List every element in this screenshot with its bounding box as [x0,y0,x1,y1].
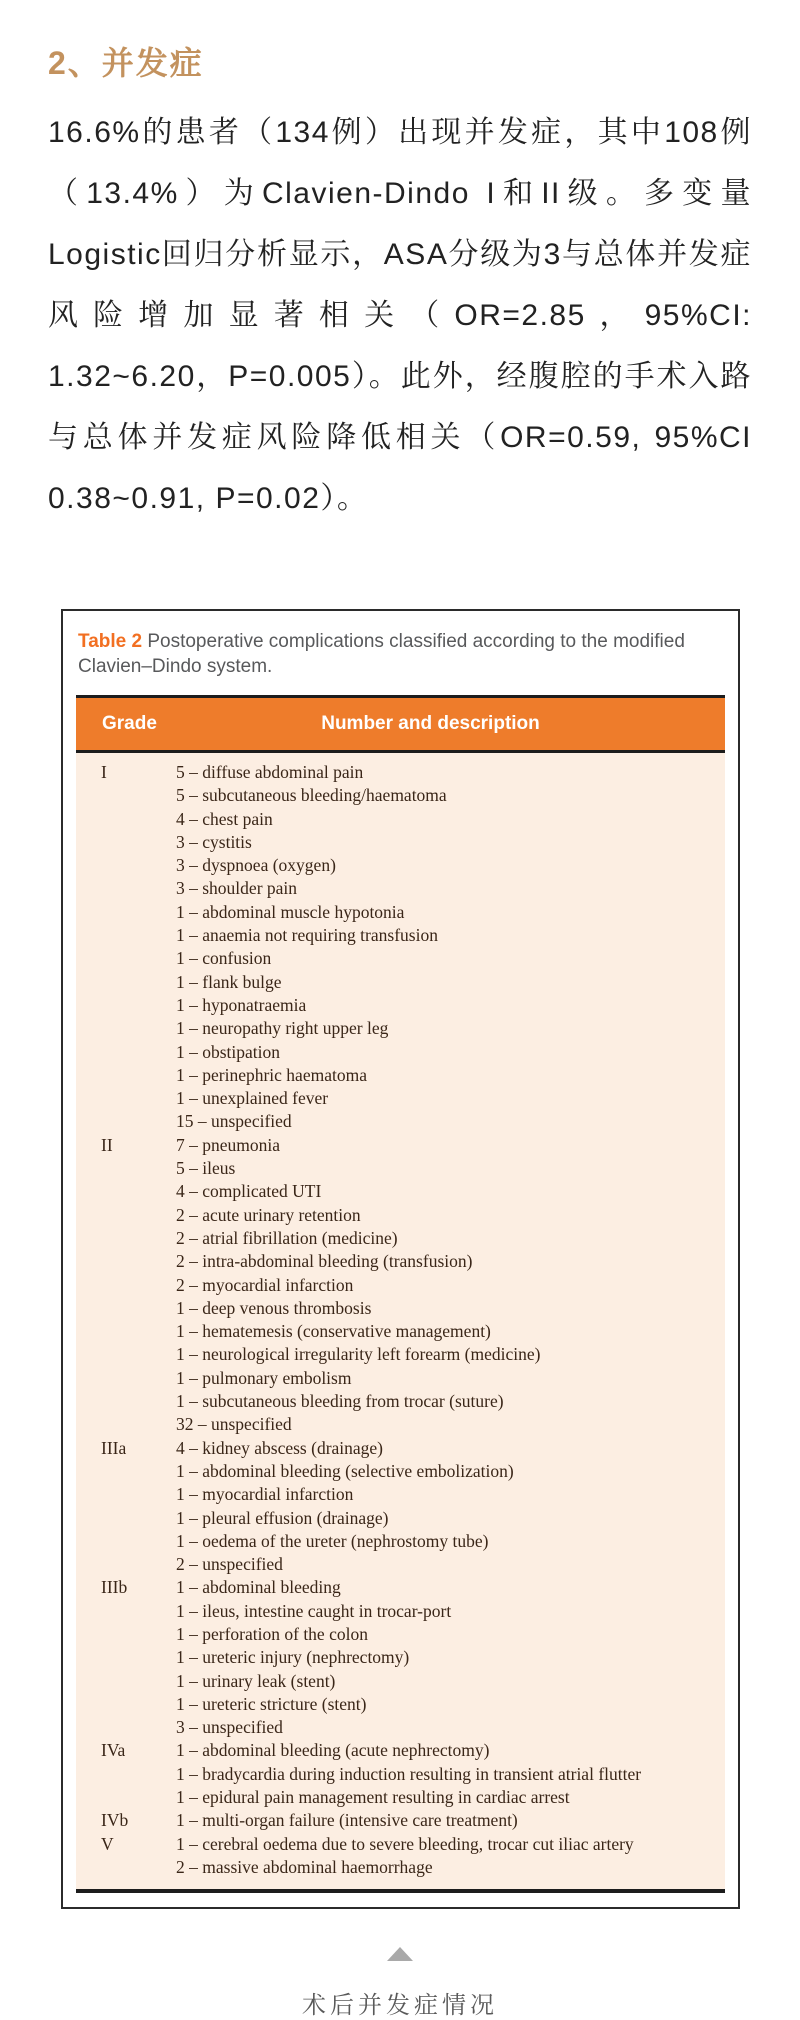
grade-cell [76,1041,176,1064]
table-caption [78,629,723,679]
description-cell: 1 – perinephric haematoma [176,1064,367,1085]
description-cell: 4 – complicated UTI [176,1181,322,1202]
description-cell: 1 – neurological irregularity left forearm (medicine) [176,1344,541,1365]
table-row [76,1064,725,1087]
table-row [76,1623,725,1646]
description-cell: 1 – pleural effusion (drainage) [176,1507,389,1528]
table-row [76,1297,725,1320]
table-row [76,854,725,877]
table-row [76,1646,725,1669]
description-cell: 1 – cerebral oedema due to severe bleeding, trocar cut iliac artery [176,1833,634,1854]
description-cell: 1 – subcutaneous bleeding from trocar (suture) [176,1391,504,1412]
grade-cell: II [101,1134,113,1155]
table-figure [61,609,740,1909]
description-cell: 15 – unspecified [176,1111,292,1132]
table-row [76,1343,725,1366]
grade-cell [76,877,176,900]
description-cell: 3 – dyspnoea (oxygen) [176,855,336,876]
table-row [76,1390,725,1413]
description-cell: 2 – atrial fibrillation (medicine) [176,1227,398,1248]
description-cell: 1 – hematemesis (conservative management) [176,1321,491,1342]
description-cell: 1 – confusion [176,948,272,969]
table-row [76,1180,725,1203]
grade-cell [76,1367,176,1390]
table-row [76,1576,725,1599]
table-row [76,924,725,947]
grade-cell [76,831,176,854]
table-row [76,1134,725,1157]
table-row [76,1110,725,1133]
grade-cell [76,1646,176,1669]
table-row [76,1017,725,1040]
description-cell: 5 – diffuse abdominal pain [176,762,364,782]
description-cell: 1 – ileus, intestine caught in trocar-port [176,1600,452,1621]
table-row [76,947,725,970]
grade-cell [76,1320,176,1343]
table-row [76,1530,725,1553]
table-row [76,1367,725,1390]
grade-cell [76,1530,176,1553]
table-row [76,1856,725,1879]
table-row [76,1204,725,1227]
description-cell: 1 – urinary leak (stent) [176,1670,336,1691]
table-row [76,1786,725,1809]
table-row [76,1670,725,1693]
table-row [76,1809,725,1832]
grade-cell [76,1250,176,1273]
table-row [76,1227,725,1250]
grade-cell [76,1483,176,1506]
grade-cell [76,1110,176,1133]
grade-cell: I [101,762,107,782]
grade-cell [76,1064,176,1087]
table-row [76,1320,725,1343]
description-cell: 1 – ureteric injury (nephrectomy) [176,1647,410,1668]
description-cell: 32 – unspecified [176,1414,292,1435]
description-cell: 1 – multi-organ failure (intensive care treatment) [176,1810,518,1831]
description-cell: 1 – deep venous thrombosis [176,1297,372,1318]
description-cell: 1 – perforation of the colon [176,1623,368,1644]
description-cell: 2 – intra-abdominal bleeding (transfusion) [176,1251,473,1272]
grade-cell [76,947,176,970]
grade-cell [76,1460,176,1483]
description-cell: 1 – flank bulge [176,971,282,992]
description-cell: 2 – massive abdominal haemorrhage [176,1856,433,1877]
table-row [76,1833,725,1856]
grade-cell [76,1180,176,1203]
table-row [76,1739,725,1762]
column-header-description: Number and description [321,713,540,734]
table-row [76,877,725,900]
grade-cell [76,1763,176,1786]
grade-cell: IVb [101,1810,129,1831]
description-cell: 2 – unspecified [176,1554,283,1575]
table-row [76,1460,725,1483]
grade-cell [76,1343,176,1366]
grade-cell [76,924,176,947]
grade-cell [76,1413,176,1436]
table-row [76,1483,725,1506]
grade-cell [76,1157,176,1180]
table-row [76,971,725,994]
description-cell: 1 – ureteric stricture (stent) [176,1693,367,1714]
table-body [76,753,725,1893]
table-header-row [76,695,725,753]
grade-cell [76,808,176,831]
table-row [76,784,725,807]
section-heading: 2、并发症 [48,45,204,81]
table-row [76,1413,725,1436]
grade-cell [76,1087,176,1110]
grade-cell [76,901,176,924]
column-header-grade: Grade [102,713,157,734]
table-row [76,1600,725,1623]
description-cell: 1 – abdominal muscle hypotonia [176,901,405,922]
grade-cell [76,1017,176,1040]
table-row [76,1087,725,1110]
grade-cell [76,1856,176,1879]
grade-cell: IIIb [101,1577,128,1598]
description-cell: 1 – abdominal bleeding [176,1577,341,1598]
description-cell: 1 – myocardial infarction [176,1484,354,1505]
description-cell: 1 – anaemia not requiring transfusion [176,925,438,946]
description-cell: 1 – neuropathy right upper leg [176,1018,389,1039]
table-row [76,1250,725,1273]
grade-cell [76,1390,176,1413]
description-cell: 1 – pulmonary embolism [176,1367,352,1388]
table-row [76,1553,725,1576]
description-cell: 3 – cystitis [176,831,252,852]
grade-cell [76,971,176,994]
table-caption-text: Postoperative complications classified according to the modified Clavien–Dindo system. [78,631,685,677]
description-cell: 1 – epidural pain management resulting in cardiac arrest [176,1787,570,1808]
table-row [76,994,725,1017]
table-row [76,808,725,831]
table-row [76,1274,725,1297]
table-row [76,1507,725,1530]
grade-cell: V [101,1833,114,1854]
grade-cell [76,1716,176,1739]
description-cell: 4 – kidney abscess (drainage) [176,1437,384,1458]
grade-cell [76,1786,176,1809]
table-row [76,1693,725,1716]
results-paragraph: 16.6%的患者（134例）出现并发症，其中108例（13.4%）为Clavien-Dindo I和II级。多变量Logistic回归分析显示，ASA分级为3与总体并发症风险增加显著相关（OR=2.85，95%CI: 1.32~6.20，P=0.005）。此外，经腹腔的手术入路与总体并发症风险降低相关（OR=0.59, 95%CI 0.38~0.91, P=0.02）。 [48,116,752,515]
table-row [76,1157,725,1180]
grade-cell: IIIa [101,1437,127,1458]
table-row [76,761,725,784]
table-row [76,831,725,854]
description-cell: 4 – chest pain [176,808,273,829]
article-body [0,38,800,529]
description-cell: 1 – bradycardia during induction resulting in transient atrial flutter [176,1763,642,1784]
collapse-arrow-icon[interactable] [387,1947,413,1961]
table-row [76,1041,725,1064]
description-cell: 3 – shoulder pain [176,878,298,899]
description-cell: 2 – myocardial infarction [176,1274,354,1295]
grade-cell [76,1227,176,1250]
description-cell: 2 – acute urinary retention [176,1204,361,1225]
grade-cell [76,1600,176,1623]
grade-cell [76,1297,176,1320]
description-cell: 1 – obstipation [176,1041,281,1062]
description-cell: 1 – oedema of the ureter (nephrostomy tube) [176,1530,489,1551]
description-cell: 3 – unspecified [176,1717,283,1738]
description-cell: 1 – unexplained fever [176,1088,329,1109]
grade-cell [76,854,176,877]
grade-cell [76,1274,176,1297]
grade-cell [76,1507,176,1530]
grade-cell [76,1553,176,1576]
table-row [76,1716,725,1739]
table-row [76,1437,725,1460]
table-caption-label: Table 2 [78,631,143,652]
description-cell: 1 – abdominal bleeding (selective embolization) [176,1460,514,1481]
grade-cell [76,1204,176,1227]
grade-cell: IVa [101,1740,126,1761]
description-cell: 7 – pneumonia [176,1134,281,1155]
description-cell: 5 – subcutaneous bleeding/haematoma [176,785,447,806]
grade-cell [76,1670,176,1693]
grade-cell [76,994,176,1017]
table-row [76,1763,725,1786]
description-cell: 1 – hyponatraemia [176,994,307,1015]
description-cell: 1 – abdominal bleeding (acute nephrectomy) [176,1740,490,1761]
table-row [76,901,725,924]
figure-caption: 术后并发症情况 [302,1992,498,2020]
grade-cell [76,1693,176,1716]
grade-cell [76,1623,176,1646]
description-cell: 5 – ileus [176,1158,236,1179]
grade-cell [76,784,176,807]
